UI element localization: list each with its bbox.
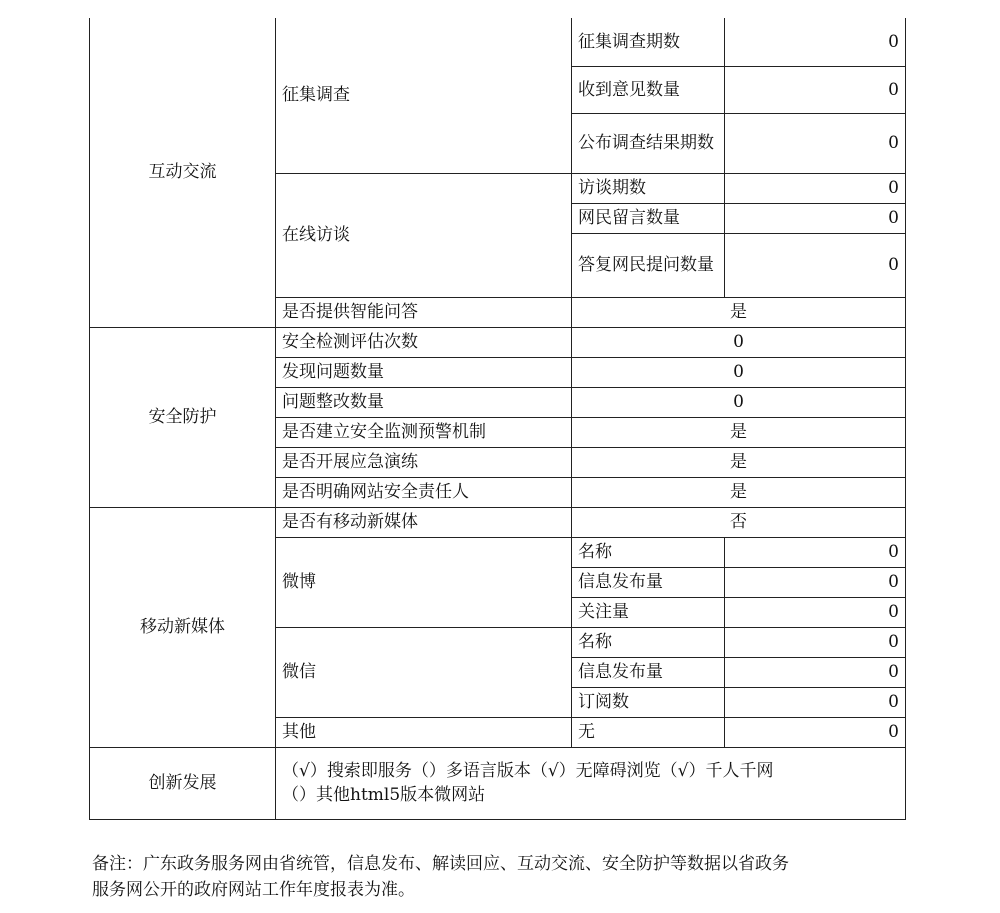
weibo-value: 0 bbox=[725, 597, 906, 627]
survey-label: 征集调查 bbox=[276, 18, 572, 173]
survey-item: 收到意见数量 bbox=[572, 66, 725, 113]
website-report-table bbox=[89, 18, 906, 820]
category-security: 安全防护 bbox=[90, 327, 276, 507]
security-label: 安全检测评估次数 bbox=[276, 327, 572, 357]
interview-item: 访谈期数 bbox=[572, 173, 725, 203]
security-value: 是 bbox=[572, 447, 906, 477]
security-label: 是否开展应急演练 bbox=[276, 447, 572, 477]
wechat-item: 信息发布量 bbox=[572, 657, 725, 687]
smart-qa-label: 是否提供智能问答 bbox=[276, 297, 572, 327]
interview-item: 答复网民提问数量 bbox=[572, 233, 725, 297]
wechat-value: 0 bbox=[725, 627, 906, 657]
weibo-label: 微博 bbox=[276, 537, 572, 627]
security-value: 是 bbox=[572, 417, 906, 447]
has-mobile-label: 是否有移动新媒体 bbox=[276, 507, 572, 537]
survey-value: 0 bbox=[725, 113, 906, 173]
weibo-value: 0 bbox=[725, 537, 906, 567]
survey-value: 0 bbox=[725, 18, 906, 66]
footnote bbox=[92, 851, 912, 903]
survey-item: 公布调查结果期数 bbox=[572, 113, 725, 173]
weibo-item: 信息发布量 bbox=[572, 567, 725, 597]
footnote-line-1: 备注：广东政务服务网由省统管，信息发布、解读回应、互动交流、安全防护等数据以省政务 bbox=[92, 854, 789, 874]
other-item: 无 bbox=[572, 717, 725, 747]
wechat-value: 0 bbox=[725, 687, 906, 717]
survey-value: 0 bbox=[725, 66, 906, 113]
interview-value: 0 bbox=[725, 203, 906, 233]
other-value: 0 bbox=[725, 717, 906, 747]
innovation-options bbox=[276, 747, 906, 819]
weibo-item: 名称 bbox=[572, 537, 725, 567]
security-label: 发现问题数量 bbox=[276, 357, 572, 387]
security-value: 0 bbox=[572, 357, 906, 387]
security-label: 是否明确网站安全责任人 bbox=[276, 477, 572, 507]
category-innovation: 创新发展 bbox=[90, 747, 276, 819]
weibo-value: 0 bbox=[725, 567, 906, 597]
security-label: 是否建立安全监测预警机制 bbox=[276, 417, 572, 447]
wechat-item: 名称 bbox=[572, 627, 725, 657]
interview-item: 网民留言数量 bbox=[572, 203, 725, 233]
category-mobile-media: 移动新媒体 bbox=[90, 507, 276, 747]
smart-qa-value: 是 bbox=[572, 297, 906, 327]
security-value: 0 bbox=[572, 387, 906, 417]
footnote-line-2: 服务网公开的政府网站工作年度报表为准。 bbox=[92, 880, 415, 900]
has-mobile-value: 否 bbox=[572, 507, 906, 537]
other-label: 其他 bbox=[276, 717, 572, 747]
wechat-item: 订阅数 bbox=[572, 687, 725, 717]
interview-label: 在线访谈 bbox=[276, 173, 572, 297]
weibo-item: 关注量 bbox=[572, 597, 725, 627]
survey-item: 征集调查期数 bbox=[572, 18, 725, 66]
wechat-label: 微信 bbox=[276, 627, 572, 717]
category-interactive: 互动交流 bbox=[90, 18, 276, 327]
interview-value: 0 bbox=[725, 233, 906, 297]
security-value: 是 bbox=[572, 477, 906, 507]
interview-value: 0 bbox=[725, 173, 906, 203]
wechat-value: 0 bbox=[725, 657, 906, 687]
security-value: 0 bbox=[572, 327, 906, 357]
innovation-line-2: （）其他html5版本微网站 bbox=[282, 785, 486, 805]
innovation-line-1: （√）搜索即服务（）多语言版本（√）无障碍浏览（√）千人千网 bbox=[282, 761, 774, 781]
security-label: 问题整改数量 bbox=[276, 387, 572, 417]
